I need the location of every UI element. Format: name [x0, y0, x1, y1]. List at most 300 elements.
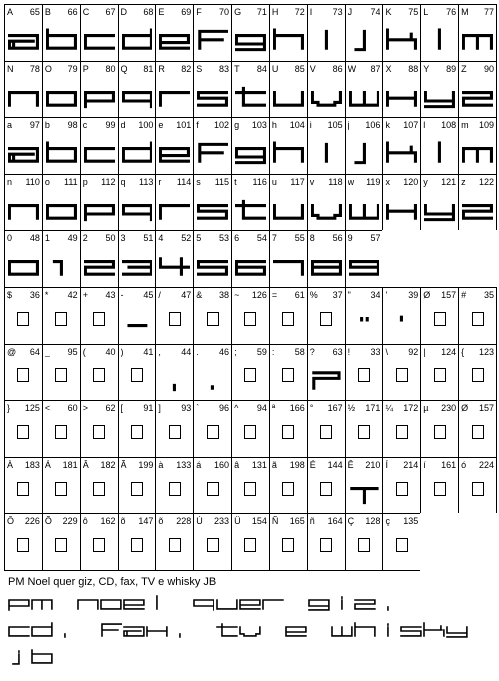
glyph-cell	[80, 400, 119, 458]
glyph-render	[235, 138, 266, 168]
glyph-character: C	[82, 7, 90, 17]
glyph-cell	[269, 230, 308, 288]
glyph-code: 75	[408, 7, 419, 17]
glyph-render	[122, 195, 153, 225]
glyph-label	[45, 7, 78, 17]
glyph-label	[83, 64, 116, 74]
glyph-code: 228	[176, 516, 192, 527]
glyph-cell	[420, 4, 459, 62]
glyph-label	[423, 7, 456, 17]
glyph-character: O	[44, 63, 52, 74]
glyph-render	[386, 195, 417, 225]
glyph-render	[349, 25, 380, 55]
glyph-character: 5	[196, 233, 202, 244]
glyph-label	[234, 516, 267, 526]
missing-glyph-box	[55, 425, 67, 439]
glyph-label	[348, 290, 381, 300]
glyph-code: 160	[214, 459, 230, 470]
glyph-label	[158, 177, 191, 187]
glyph-label	[348, 64, 381, 74]
glyph-character: b	[44, 120, 50, 131]
glyph-character: ;	[234, 346, 237, 357]
glyph-code: 131	[251, 459, 267, 470]
glyph-character: *	[44, 290, 49, 300]
glyph-character: !	[347, 346, 351, 357]
glyph-code: 171	[365, 403, 381, 414]
glyph-code: 100	[138, 120, 154, 131]
glyph-cell	[155, 61, 194, 119]
missing-glyph-box	[169, 312, 181, 326]
missing-glyph-box	[131, 368, 143, 382]
glyph-label	[461, 177, 494, 187]
glyph-cell	[118, 513, 157, 571]
glyph-label	[83, 177, 116, 187]
glyph-cell	[458, 457, 497, 515]
glyph-label	[234, 460, 267, 470]
glyph-character: ~	[234, 290, 240, 300]
glyph-render	[349, 478, 380, 508]
glyph-cell	[382, 287, 421, 345]
glyph-label	[385, 460, 418, 470]
glyph-code: 52	[181, 233, 192, 244]
glyph-character: G	[234, 7, 242, 17]
missing-glyph-box	[131, 538, 143, 552]
glyph-character: /	[158, 290, 161, 300]
glyph-cell	[307, 457, 346, 515]
glyph-character: D	[120, 7, 128, 17]
glyph-render	[462, 195, 493, 225]
glyph-cell	[118, 457, 157, 515]
glyph-character: 7	[271, 233, 277, 244]
glyph-cell	[307, 174, 346, 232]
glyph-cell	[231, 174, 270, 232]
glyph-code: 144	[327, 459, 343, 470]
glyph-character: _	[44, 346, 50, 357]
missing-glyph-box	[396, 482, 408, 496]
glyph-render	[462, 82, 493, 112]
glyph-code: 87	[370, 63, 381, 74]
glyph-code: 102	[214, 120, 230, 131]
glyph-label	[348, 7, 381, 17]
glyph-character: Ú	[196, 516, 203, 527]
glyph-label	[272, 177, 305, 187]
missing-glyph-box	[320, 425, 332, 439]
glyph-character: 4	[158, 233, 164, 244]
glyph-render	[424, 25, 455, 55]
glyph-render	[46, 138, 77, 168]
glyph-code: 37	[332, 290, 343, 300]
glyph-cell	[231, 513, 270, 571]
glyph-render	[235, 195, 266, 225]
glyph-character: M	[461, 7, 469, 17]
missing-glyph-box	[244, 482, 256, 496]
glyph-render	[84, 138, 115, 168]
glyph-character: p	[82, 176, 88, 187]
glyph-cell	[231, 117, 270, 175]
glyph-label	[348, 233, 381, 243]
missing-glyph-box	[55, 312, 67, 326]
glyph-cell	[231, 287, 270, 345]
sample-glyph	[400, 617, 422, 643]
glyph-label	[234, 290, 267, 300]
glyph-label	[272, 7, 305, 17]
glyph-character: :	[271, 346, 275, 357]
glyph-code: 51	[143, 233, 154, 244]
glyph-code: 63	[332, 346, 343, 357]
glyph-cell	[118, 287, 157, 345]
glyph-character: -	[120, 290, 124, 300]
glyph-cell	[193, 230, 232, 288]
glyph-cell	[458, 61, 497, 119]
glyph-code: 74	[370, 7, 381, 17]
glyph-cell	[4, 400, 43, 458]
glyph-render	[122, 251, 153, 281]
missing-glyph-box	[207, 482, 219, 496]
glyph-label	[158, 403, 191, 413]
glyph-code: 157	[441, 290, 457, 300]
glyph-label	[7, 290, 40, 300]
glyph-code: 157	[478, 403, 494, 414]
glyph-character: e	[158, 120, 164, 131]
glyph-code: 154	[251, 516, 267, 527]
glyph-character: n	[7, 176, 13, 187]
glyph-code: 59	[256, 346, 267, 357]
glyph-code: 118	[328, 176, 343, 187]
glyph-cell	[269, 344, 308, 402]
glyph-code: 121	[441, 176, 457, 187]
glyph-label	[423, 64, 456, 74]
glyph-code: 61	[294, 290, 305, 300]
glyph-cell	[4, 457, 43, 515]
missing-glyph-box	[320, 538, 332, 552]
glyph-cell	[4, 117, 43, 175]
glyph-character: à	[158, 459, 164, 470]
missing-glyph-box	[396, 425, 408, 439]
glyph-label	[158, 120, 191, 130]
glyph-code: 84	[256, 63, 267, 74]
character-map-grid	[4, 4, 496, 570]
sample-glyph	[331, 617, 353, 643]
glyph-code: 96	[219, 403, 230, 414]
glyph-character: R	[158, 63, 165, 74]
glyph-cell	[4, 230, 43, 288]
glyph-character: É	[309, 459, 316, 470]
missing-glyph-box	[93, 538, 105, 552]
glyph-code: 40	[105, 346, 116, 357]
glyph-code: 86	[332, 63, 343, 74]
glyph-label	[45, 460, 78, 470]
glyph-render	[159, 365, 190, 395]
glyph-cell	[458, 174, 497, 232]
glyph-label	[461, 290, 494, 300]
sample-line	[8, 590, 496, 616]
glyph-label	[461, 460, 494, 470]
empty-cell	[420, 230, 459, 288]
glyph-label	[83, 460, 116, 470]
glyph-label	[272, 516, 305, 526]
glyph-label	[385, 177, 418, 187]
glyph-code: 162	[100, 516, 116, 527]
glyph-label	[7, 460, 40, 470]
glyph-render	[273, 138, 304, 168]
glyph-label	[310, 516, 343, 526]
glyph-cell	[193, 287, 232, 345]
sample-glyph	[308, 590, 330, 616]
glyph-character: 3	[120, 233, 126, 244]
glyph-character: H	[271, 7, 279, 17]
glyph-label	[272, 64, 305, 74]
glyph-character: µ	[423, 403, 429, 414]
glyph-render	[273, 251, 304, 281]
glyph-cell	[193, 174, 232, 232]
glyph-character: g	[234, 120, 240, 131]
glyph-cell	[42, 457, 81, 515]
glyph-cell	[345, 457, 384, 515]
glyph-character: á	[196, 459, 202, 470]
glyph-render	[424, 195, 455, 225]
missing-glyph-box	[358, 538, 370, 552]
missing-glyph-box	[93, 312, 105, 326]
glyph-character: Õ	[44, 516, 52, 527]
glyph-cell	[42, 344, 81, 402]
glyph-character: >	[82, 403, 88, 414]
glyph-character: #	[461, 290, 467, 300]
glyph-code: 167	[327, 403, 343, 414]
glyph-label	[272, 290, 305, 300]
glyph-code: 39	[408, 290, 419, 300]
glyph-code: 166	[289, 403, 305, 414]
glyph-label	[385, 290, 418, 300]
glyph-character: <	[44, 403, 51, 414]
glyph-code: 81	[143, 63, 154, 74]
glyph-label	[196, 460, 229, 470]
sample-glyph	[31, 590, 53, 616]
glyph-character: ô	[82, 516, 88, 527]
sample-glyph	[285, 617, 307, 643]
sample-glyph	[146, 617, 168, 643]
glyph-code: 66	[67, 7, 78, 17]
glyph-character: r	[158, 176, 162, 187]
glyph-code: 113	[139, 176, 154, 187]
glyph-cell	[345, 117, 384, 175]
glyph-label	[461, 120, 494, 130]
empty-cell	[382, 230, 421, 288]
glyph-label	[196, 290, 229, 300]
missing-glyph-box	[17, 425, 29, 439]
glyph-cell	[269, 117, 308, 175]
glyph-character: L	[423, 7, 429, 17]
missing-glyph-box	[358, 425, 370, 439]
glyph-render	[349, 138, 380, 168]
glyph-render	[159, 251, 190, 281]
glyph-label	[234, 120, 267, 130]
missing-glyph-box	[93, 368, 105, 382]
glyph-label	[45, 516, 78, 526]
glyph-code: 147	[138, 516, 154, 527]
glyph-cell	[80, 117, 119, 175]
missing-glyph-box	[244, 312, 256, 326]
glyph-label	[7, 120, 40, 130]
glyph-character: v	[309, 176, 315, 187]
glyph-label	[272, 403, 305, 413]
glyph-code: 99	[105, 120, 116, 131]
missing-glyph-box	[282, 312, 294, 326]
glyph-code: 183	[24, 459, 40, 470]
glyph-cell	[231, 344, 270, 402]
glyph-cell	[80, 457, 119, 515]
glyph-label	[196, 347, 229, 357]
glyph-cell	[155, 117, 194, 175]
glyph-character: Â	[82, 459, 89, 470]
missing-glyph-box	[358, 368, 370, 382]
glyph-render	[273, 195, 304, 225]
glyph-code: 36	[29, 290, 40, 300]
missing-glyph-box	[93, 425, 105, 439]
glyph-cell	[231, 4, 270, 62]
glyph-cell	[193, 513, 232, 571]
glyph-character: |	[423, 346, 426, 357]
glyph-label	[461, 7, 494, 17]
glyph-code: 226	[24, 516, 40, 527]
glyph-label	[423, 403, 456, 413]
glyph-cell	[4, 61, 43, 119]
glyph-cell	[269, 513, 308, 571]
missing-glyph-box	[131, 482, 143, 496]
glyph-character: (	[82, 346, 86, 357]
glyph-character: ç	[385, 516, 390, 527]
glyph-code: 48	[29, 233, 40, 244]
glyph-label	[310, 177, 343, 187]
glyph-cell	[193, 344, 232, 402]
glyph-label	[234, 7, 267, 17]
glyph-code: 198	[289, 459, 305, 470]
glyph-label	[121, 290, 154, 300]
glyph-label	[121, 120, 154, 130]
glyph-code: 45	[143, 290, 154, 300]
glyph-label	[158, 347, 191, 357]
missing-glyph-box	[472, 312, 484, 326]
sample-glyph	[8, 644, 30, 670]
glyph-render	[46, 251, 77, 281]
glyph-character: Y	[423, 63, 430, 74]
sample-glyph	[100, 590, 122, 616]
glyph-character: y	[423, 176, 428, 187]
glyph-character: Ø	[423, 290, 431, 300]
missing-glyph-box	[396, 538, 408, 552]
missing-glyph-box	[320, 482, 332, 496]
glyph-character: '	[385, 290, 388, 300]
glyph-code: 224	[478, 459, 494, 470]
empty-cell	[458, 230, 497, 288]
sample-glyph	[8, 617, 30, 643]
glyph-label	[385, 120, 418, 130]
glyph-character: 8	[309, 233, 315, 244]
glyph-cell	[118, 4, 157, 62]
glyph-cell	[193, 117, 232, 175]
glyph-label	[461, 64, 494, 74]
glyph-cell	[118, 174, 157, 232]
glyph-label	[196, 120, 229, 130]
glyph-character: o	[44, 176, 50, 187]
glyph-render	[46, 195, 77, 225]
glyph-render	[122, 82, 153, 112]
glyph-character: t	[234, 176, 237, 187]
glyph-label	[196, 7, 229, 17]
missing-glyph-box	[244, 368, 256, 382]
glyph-code: 124	[441, 346, 457, 357]
glyph-label	[385, 403, 418, 413]
glyph-cell	[345, 174, 384, 232]
glyph-code: 181	[62, 459, 78, 470]
glyph-character: x	[385, 176, 390, 187]
glyph-code: 108	[441, 120, 457, 131]
missing-glyph-box	[244, 425, 256, 439]
glyph-cell	[231, 457, 270, 515]
glyph-code: 33	[370, 346, 381, 357]
glyph-label	[310, 460, 343, 470]
sample-line	[8, 617, 496, 643]
glyph-label	[158, 7, 191, 17]
glyph-character: â	[234, 459, 240, 470]
glyph-label	[461, 347, 494, 357]
glyph-render	[235, 82, 266, 112]
glyph-code: 53	[219, 233, 230, 244]
glyph-render	[386, 138, 417, 168]
glyph-label	[385, 347, 418, 357]
glyph-cell	[269, 4, 308, 62]
glyph-render	[122, 25, 153, 55]
glyph-cell	[307, 61, 346, 119]
glyph-label	[272, 120, 305, 130]
glyph-character: I	[309, 7, 313, 17]
empty-cell	[420, 513, 459, 571]
glyph-code: 83	[219, 63, 230, 74]
sample-glyph	[169, 617, 191, 643]
glyph-character: P	[82, 63, 89, 74]
glyph-cell	[4, 344, 43, 402]
glyph-cell	[420, 117, 459, 175]
glyph-label	[7, 7, 40, 17]
sample-caption: PM Noel quer giz, CD, fax, TV e whisky JB	[8, 576, 217, 588]
glyph-render	[159, 82, 190, 112]
glyph-render	[386, 25, 417, 55]
glyph-character: Q	[120, 63, 128, 74]
glyph-cell	[458, 117, 497, 175]
glyph-cell	[382, 117, 421, 175]
glyph-character: )	[120, 346, 124, 357]
glyph-code: 71	[256, 7, 267, 17]
missing-glyph-box	[17, 482, 29, 496]
glyph-character: Z	[461, 63, 467, 74]
glyph-cell	[345, 287, 384, 345]
glyph-code: 72	[294, 7, 305, 17]
glyph-render	[122, 138, 153, 168]
glyph-cell	[193, 457, 232, 515]
glyph-label	[83, 233, 116, 243]
glyph-label	[83, 403, 116, 413]
glyph-character: =	[271, 290, 278, 300]
glyph-cell	[307, 230, 346, 288]
glyph-cell	[382, 457, 421, 515]
glyph-character: q	[120, 176, 126, 187]
glyph-cell	[269, 287, 308, 345]
glyph-label	[310, 347, 343, 357]
sample-glyph	[8, 590, 30, 616]
glyph-code: 135	[403, 516, 419, 527]
glyph-cell	[420, 61, 459, 119]
glyph-character: U	[271, 63, 279, 74]
glyph-code: 89	[446, 63, 457, 74]
